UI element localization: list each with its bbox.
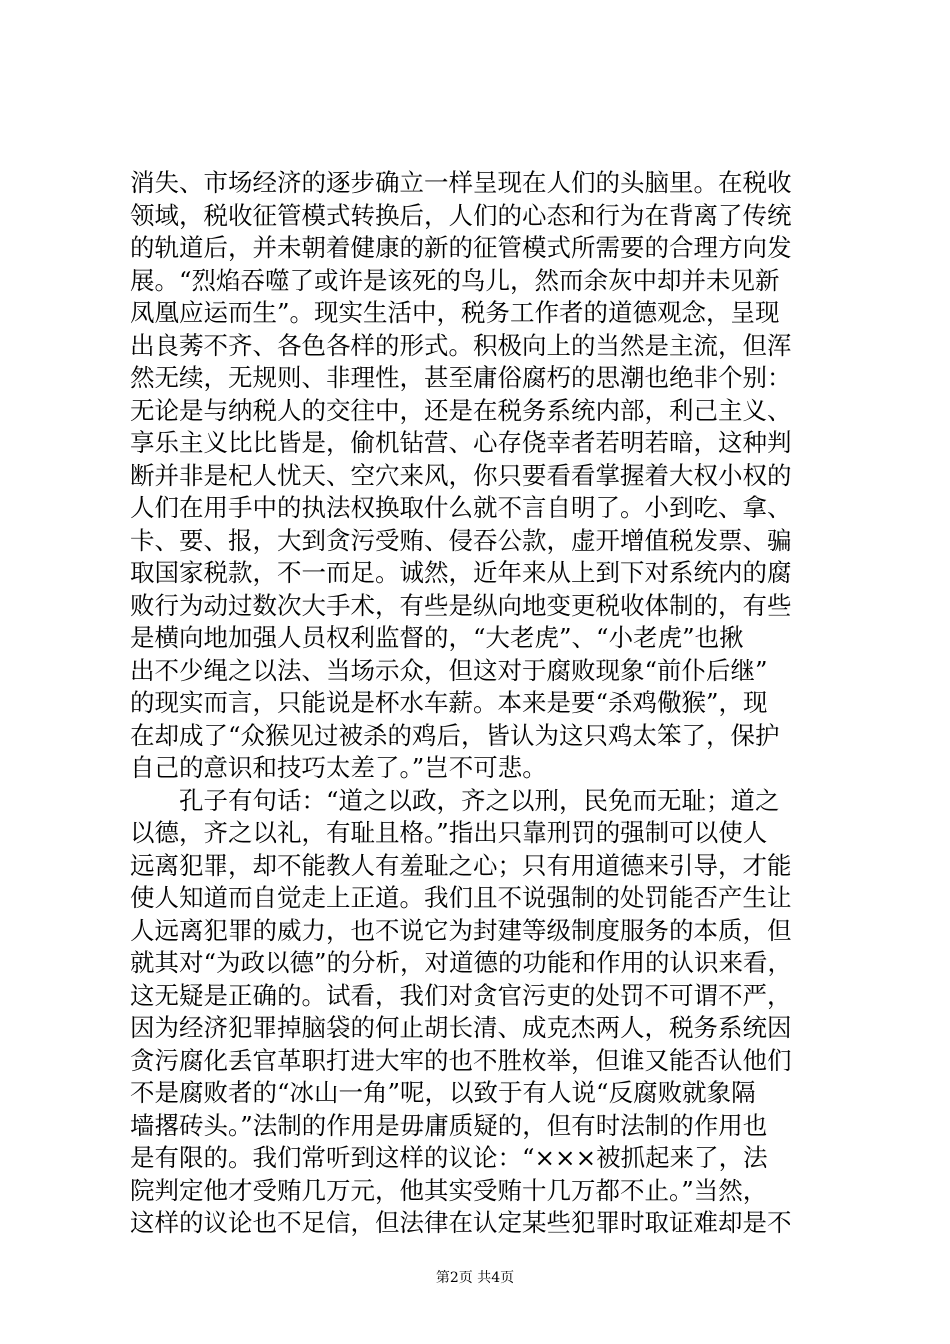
- text-line: 是横向地加强人员权利监督的，“大老虎”、“小老虎”也揪: [130, 623, 744, 652]
- text-line: 孔子有句话：“道之以政，齐之以刑，民免而无耻；道之: [179, 785, 780, 815]
- text-line: 人们在用手中的执法权换取什么就不言自明了。小到吃、拿、: [130, 493, 792, 522]
- text-line: 败行为动过数次大手术，有些是纵向地变更税收体制的，有些: [130, 590, 792, 620]
- text-line: 无论是与纳税人的交往中，还是在税务系统内部，利己主义、: [130, 395, 792, 425]
- text-line: 人远离犯罪的威力，也不说它为封建等级制度服务的本质，但: [130, 915, 792, 945]
- text-line: 使人知道而自觉走上正道。我们且不说强制的处罚能否产生让: [130, 883, 792, 912]
- text-line: 不是腐败者的“冰山一角”呢，以致于有人说“反腐败就象隔: [130, 1078, 756, 1107]
- text-line: 以德，齐之以礼，有耻且格。”指出只靠刑罚的强制可以使人: [130, 818, 768, 847]
- text-line: 享乐主义比比皆是，偷机钻营、心存侥幸者若明若暗，这种判: [130, 428, 792, 457]
- text-line: 这样的议论也不足信，但法律在认定某些犯罪时取证难却是不: [130, 1208, 792, 1237]
- text-line: 取国家税款，不一而足。诚然，近年来从上到下对系统内的腐: [130, 558, 792, 587]
- text-line: 的轨道后，并未朝着健康的新的征管模式所需要的合理方向发: [130, 233, 792, 262]
- text-line: 自己的意识和技巧太差了。”岂不可悲。: [130, 753, 547, 782]
- text-line: 出不少绳之以法、当场示众，但这对于腐败现象“前仆后继”: [130, 655, 768, 685]
- text-line: 就其对“为政以德”的分析，对道德的功能和作用的认识来看，: [130, 948, 793, 977]
- text-line: 消失、市场经济的逐步确立一样呈现在人们的头脑里。在税收: [130, 168, 792, 197]
- text-line: 这无疑是正确的。试看，我们对贪官污吏的处罚不可谓不严，: [130, 980, 792, 1010]
- text-line: 断并非是杞人忧天、空穴来风，你只要看看掌握着大权小权的: [130, 460, 792, 490]
- text-line: 凤凰应运而生”。现实生活中，税务工作者的道德观念，呈现: [130, 298, 780, 327]
- text-line: 贪污腐化丢官革职打进大牢的也不胜枚举，但谁又能否认他们: [130, 1045, 792, 1075]
- text-line: 远离犯罪，却不能教人有羞耻之心；只有用道德来引导，才能: [130, 850, 792, 880]
- text-line: 展。“烈焰吞噬了或许是该死的鸟儿，然而余灰中却并未见新: [130, 265, 780, 295]
- text-line: 因为经济犯罪掉脑袋的何止胡长清、成克杰两人，税务系统因: [130, 1013, 792, 1042]
- page-footer: 第2页 共4页: [435, 1270, 515, 1286]
- text-line: 在却成了“众猴见过被杀的鸡后，皆认为这只鸡太笨了，保护: [130, 720, 780, 750]
- text-line: 出良莠不齐、各色各样的形式。积极向上的当然是主流，但浑: [130, 330, 792, 360]
- document-body: [130, 167, 830, 1240]
- text-line: 然无续，无规则、非理性，甚至庸俗腐朽的思潮也绝非个别：: [130, 363, 792, 392]
- text-line: 是有限的。我们常听到这样的议论：“×××被抓起来了，法: [130, 1143, 768, 1172]
- text-line: 领域，税收征管模式转换后，人们的心态和行为在背离了传统: [130, 200, 792, 230]
- text-line: 院判定他才受贿几万元，他其实受贿十几万都不止。”当然，: [130, 1175, 768, 1205]
- text-line: 墙撂砖头。”法制的作用是毋庸质疑的，但有时法制的作用也: [130, 1110, 768, 1140]
- text-line: 的现实而言，只能说是杯水车薪。本来是要“杀鸡儆猴”，现: [130, 688, 768, 717]
- text-line: 卡、要、报，大到贪污受贿、侵吞公款，虚开增值税发票、骗: [130, 525, 792, 555]
